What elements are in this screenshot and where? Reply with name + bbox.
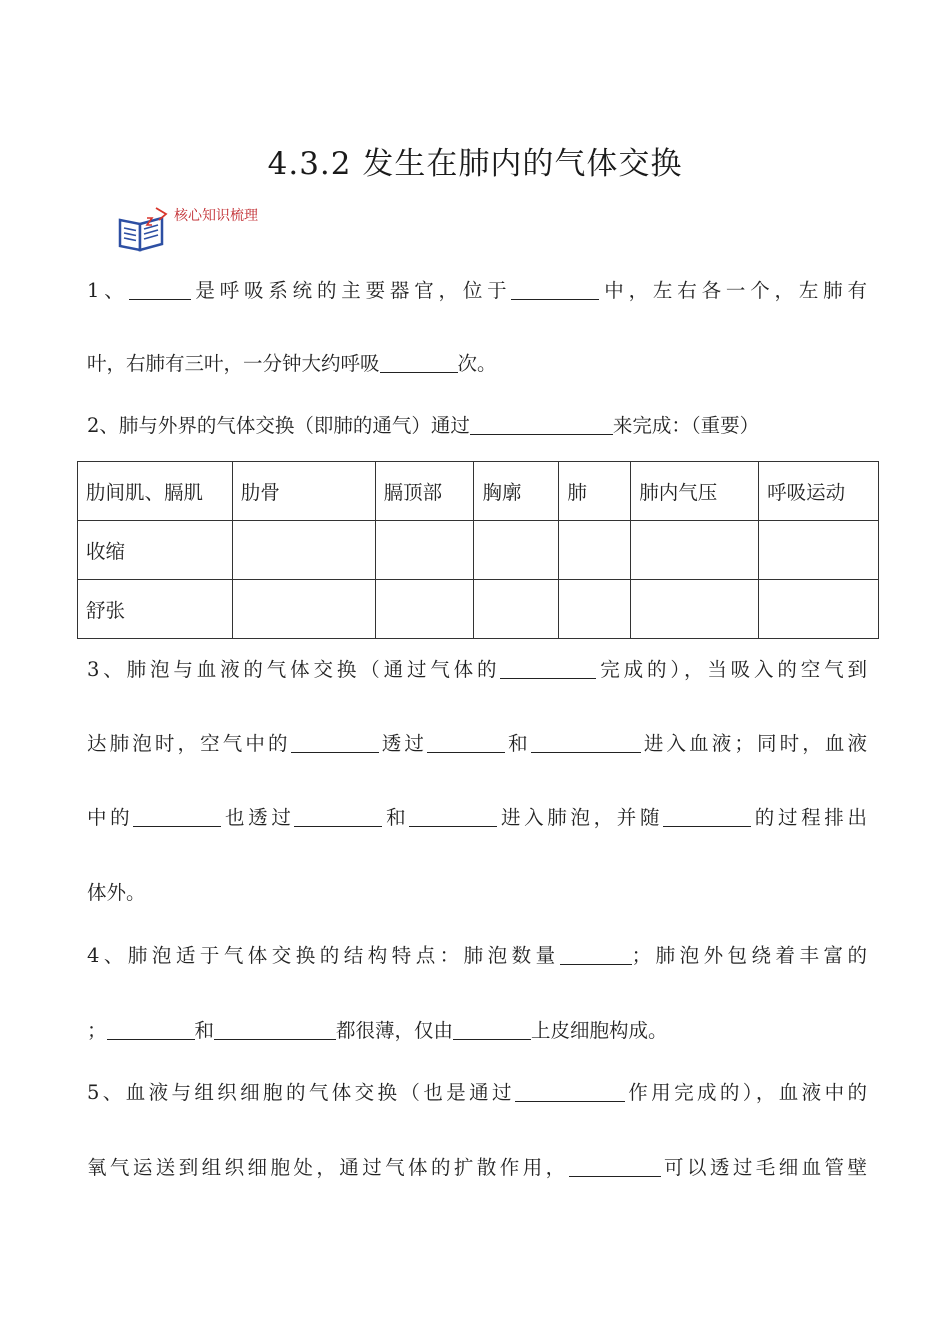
table-cell[interactable] — [759, 580, 879, 639]
table-cell[interactable] — [759, 521, 879, 580]
page-title: 4.3.2 发生在肺内的气体交换 — [267, 146, 683, 182]
table-header-cell: 胸廓 — [474, 462, 559, 521]
answer-blank[interactable] — [531, 732, 641, 753]
table-cell[interactable] — [474, 521, 559, 580]
answer-blank[interactable] — [470, 414, 613, 435]
table-header-cell: 肺 — [559, 462, 631, 521]
answer-blank[interactable] — [409, 806, 497, 827]
breathing-table — [77, 461, 879, 639]
answer-blank[interactable] — [380, 352, 458, 373]
question-2: 2、肺与外界的气体交换（即肺的通气）通过 来完成：（重要） — [87, 414, 760, 437]
question-3-line-4: 体外。 — [87, 881, 146, 904]
table-cell[interactable] — [631, 580, 759, 639]
table-header-cell: 呼吸运动 — [759, 462, 879, 521]
table-cell: 舒张 — [78, 580, 233, 639]
answer-blank[interactable] — [515, 1081, 625, 1102]
table-cell[interactable] — [375, 521, 474, 580]
question-3-line-1: 3、肺泡与血液的气体交换（通过气体的 完成的），当吸入的空气到 — [87, 658, 867, 681]
table-row — [78, 521, 879, 580]
table-cell: 收缩 — [78, 521, 233, 580]
question-4-line-1: 4、肺泡适于气体交换的结构特点：肺泡数量 ；肺泡外包绕着丰富的 — [87, 944, 867, 967]
question-4-line-2: ； 和 都很薄，仅由 上皮细胞构成。 — [87, 1019, 668, 1042]
table-cell[interactable] — [232, 580, 375, 639]
table-cell[interactable] — [232, 521, 375, 580]
table-header-cell: 肺内气压 — [631, 462, 759, 521]
question-1-line-2: 叶，右肺有三叶，一分钟大约呼吸 次。 — [87, 352, 497, 375]
answer-blank[interactable] — [453, 1019, 531, 1040]
table-cell[interactable] — [631, 521, 759, 580]
question-3-line-3: 中的 也透过 和 进入肺泡，并随 的过程排出 — [87, 806, 867, 829]
question-3-line-2: 达肺泡时，空气中的 透过 和 进入血液；同时，血液 — [87, 732, 867, 755]
table-cell[interactable] — [559, 580, 631, 639]
question-5-line-1: 5、血液与组织细胞的气体交换（也是通过 作用完成的），血液中的 — [87, 1081, 867, 1104]
table-cell[interactable] — [474, 580, 559, 639]
answer-blank[interactable] — [500, 658, 596, 679]
section-badge-label: 核心知识梳理 — [174, 208, 258, 224]
answer-blank[interactable] — [569, 1156, 661, 1177]
table-cell[interactable] — [375, 580, 474, 639]
table-row — [78, 580, 879, 639]
answer-blank[interactable] — [133, 806, 221, 827]
table-header-cell: 肋间肌、膈肌 — [78, 462, 233, 521]
answer-blank[interactable] — [214, 1019, 336, 1040]
question-5-line-2: 氧气运送到组织细胞处，通过气体的扩散作用， 可以透过毛细血管壁 — [87, 1156, 867, 1179]
answer-blank[interactable] — [294, 806, 382, 827]
table-header-row — [78, 462, 879, 521]
table-header-cell: 膈顶部 — [375, 462, 474, 521]
answer-blank[interactable] — [129, 279, 191, 300]
question-1-line-1: 1、 是呼吸系统的主要器官，位于 中，左右各一个，左肺有 — [87, 279, 867, 302]
answer-blank[interactable] — [511, 279, 599, 300]
answer-blank[interactable] — [291, 732, 379, 753]
answer-blank[interactable] — [560, 944, 632, 965]
table-cell[interactable] — [559, 521, 631, 580]
open-book-icon — [116, 206, 172, 252]
answer-blank[interactable] — [107, 1019, 195, 1040]
table-header-cell: 肋骨 — [232, 462, 375, 521]
answer-blank[interactable] — [663, 806, 751, 827]
answer-blank[interactable] — [427, 732, 505, 753]
